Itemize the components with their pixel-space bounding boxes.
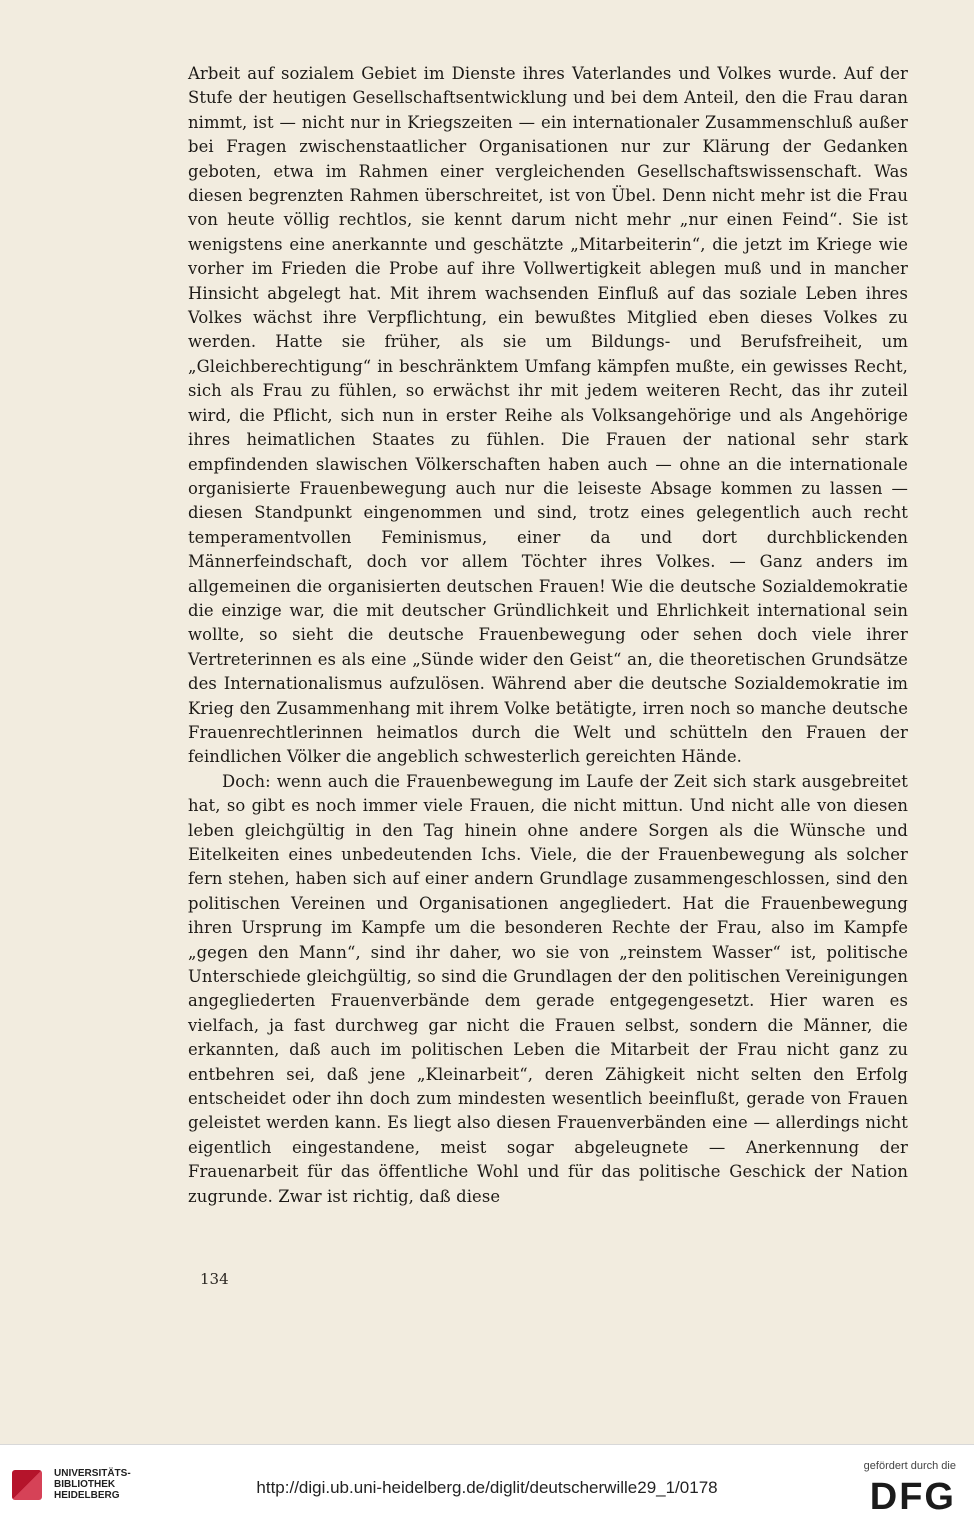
library-line-1: UNIVERSITÄTS- (54, 1468, 131, 1479)
permalink-url[interactable]: http://digi.ub.uni-heidelberg.de/diglit/deutscherwille29_1/0178 (256, 1478, 718, 1497)
paragraph-1: Arbeit auf sozialem Gebiet im Dienste ihres Vaterlandes und Volkes wurde. Auf der Stufe der heutigen Gesellschaftsentwicklung und bei dem Anteil, den die Frau daran nimmt, ist — nicht nur in Kriegszeiten — ein internationaler Zusammenschluß außer bei Fragen zwischenstaatlicher Organisationen nur zur Klärung der Gedanken geboten, etwa im Rahmen einer vergleichenden Gesellschaftswissenschaft. Was diesen begrenzten Rahmen überschreitet, ist von Übel. Denn nicht mehr ist die Frau von heute völlig rechtlos, sie kennt darum nicht mehr „nur einen Feind“. Sie ist wenigstens eine anerkannte und geschätzte „Mitarbeiterin“, die jetzt im Kriege wie vorher im Frieden die Probe auf ihre Vollwertigkeit ablegen muß und in mancher Hinsicht abgelegt hat. Mit ihrem wachsenden Einfluß auf das soziale Leben ihres Volkes wächst ihre Verpflichtung, ein bewußtes Mitglied eben dieses Volkes zu werden. Hatte sie früher, als sie um Bildungs- und Berufsfreiheit, um „Gleichberechtigung“ in beschränktem Umfang kämpfen mußte, ein gewisses Recht, sich als Frau zu fühlen, so erwächst ihr mit jedem weiteren Recht, das ihr zuteil wird, die Pflicht, sich nun in erster Reihe als Volksangehörige und als Angehörige ihres heimatlichen Staates zu fühlen. Die Frauen der national sehr stark empfindenden slawischen Völkerschaften haben auch — ohne an die internationale organisierte Frauenbewegung auch nur die leiseste Absage kommen zu lassen — diesen Standpunkt eingenommen und sind, trotz eines gelegentlich auch recht temperamentvollen Feminismus, einer da und dort durchblickenden Männerfeindschaft, doch vor allem Töchter ihres Volkes. — Ganz anders im allgemeinen die organisierten deutschen Frauen! Wie die deutsche Sozialdemokratie die einzige war, die mit deutscher Gründlichkeit und Ehrlichkeit international sein wollte, so sieht die deutsche Frauenbewegung oder sehen doch viele ihrer Vertreterinnen es als eine „Sünde wider den Geist“ an, die theoretischen Grundsätze des Internationalismus aufzulösen. Während aber die deutsche Sozialdemokratie im Krieg den Zusammenhang mit ihrem Volke betätigte, irren noch so manche deutsche Frauenrechtlerinnen heimatlos durch die Welt und schütteln den Frauen der feindlichen Völker die angeblich schwesterlich gereichten Hände. (188, 64, 908, 767)
dfg-logo: DFG (869, 1476, 956, 1518)
sponsor-label: gefördert durch die (863, 1460, 956, 1472)
page-number: 134 (200, 1270, 229, 1288)
library-line-2: BIBLIOTHEK (54, 1479, 116, 1490)
sponsor-credit (836, 1460, 956, 1516)
library-line-3: HEIDELBERG (54, 1490, 120, 1501)
body-text (188, 62, 908, 1209)
paragraph-2: Doch: wenn auch die Frauenbewegung im Laufe der Zeit sich stark ausgebreitet hat, so gibt es noch immer viele Frauen, die nicht mittun. Und nicht alle von diesen leben gleichgültig in den Tag hinein ohne andere Sorgen als die Wünsche und Eitelkeiten eines unbedeutenden Ichs. Viele, die der Frauenbewegung als solcher fern stehen, haben sich auf einer andern Grundlage zusammengeschlossen, sind den politischen Vereinen und Organisationen angegliedert. Hat die Frauenbewegung ihren Ursprung im Kampfe um die besonderen Rechte der Frau, also im Kampfe „gegen den Mann“, sind ihr daher, wo sie von „reinstem Wasser“ ist, politische Unterschiede gleichgültig, so sind die Grundlagen der den politischen Vereinigungen angegliederten Frauenverbände dem gerade entgegengesetzt. Hier waren es vielfach, ja fast durchweg gar nicht die Frauen selbst, sondern die Männer, die erkannten, daß auch im politischen Leben die Mitarbeit der Frau nicht ganz zu entbehren sei, daß jene „Kleinarbeit“, deren Zähigkeit nicht selten den Erfolg entscheidet oder ihn doch zum mindesten wesentlich beeinflußt, gerade von Frauen geleistet werden kann. Es liegt also diesen Frauenverbänden eine — allerdings nicht eigentlich eingestandene, meist sogar abgeleugnete — Anerkennung der Frauenarbeit für das öffentliche Wohl und für das politische Geschick der Nation zugrunde. Zwar ist richtig, daß diese (188, 771, 908, 1206)
